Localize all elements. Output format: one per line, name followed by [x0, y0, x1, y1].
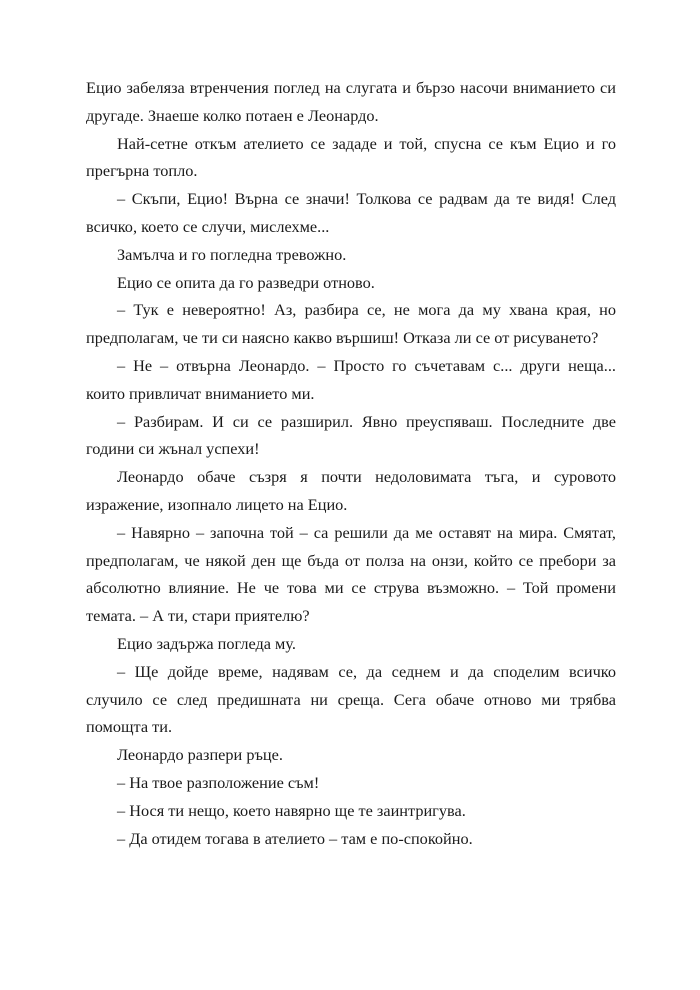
paragraph-9: Леонардо обаче съзря я почти недоловимата тъга, и суровото изражение, изопнало лицето на Ецио. [86, 467, 616, 514]
paragraph-12: – Ще дойде време, надявам се, да седнем и да споделим всичко случило се след предишната ни среща. Сега обаче отново ми трябва помощта ти. [86, 661, 616, 737]
paragraph-14: – На твое разположение съм! [117, 772, 320, 792]
paragraph-2: Най-сетне откъм ателието се зададе и той, спусна се към Ецио и го прегърна топло. [86, 133, 616, 181]
paragraph-10: – Навярно – започна той – са решили да ме оставят на мира. Смятат, предполагам, че някой ден ще бъда от полза на онзи, който се пребори за абсолютно влияние. Не че това ми се струва възможно. – Той промени темата. – А ти, стари приятелю? [86, 522, 616, 626]
body-text [86, 74, 616, 852]
paragraph-13: Леонардо разпери ръце. [117, 745, 283, 765]
paragraph-8: – Разбирам. И си се разширил. Явно преуспяваш. Последните две години си жънал успехи! [86, 411, 616, 459]
paragraph-7: – Не – отвърна Леонардо. – Просто го съчетавам с... други неща... които привличат вниманието ми. [86, 355, 616, 403]
paragraph-4: Замълча и го погледна тревожно. [117, 244, 347, 264]
paragraph-16: – Да отидем тогава в ателието – там е по-спокойно. [117, 828, 473, 848]
paragraph-15: – Нося ти нещо, което навярно ще те заинтригува. [117, 800, 466, 820]
paragraph-1: Ецио забеляза втренчения поглед на слугата и бързо насочи вниманието си другаде. Знаеше колко потаен е Леонардо. [86, 78, 616, 125]
paragraph-5: Ецио се опита да го разведри отново. [117, 272, 375, 292]
paragraph-6: – Тук е невероятно! Аз, разбира се, не мога да му хвана края, но предполагам, че ти си наясно какво вършиш! Отказа ли се от рисуването? [86, 300, 616, 348]
paragraph-11: Ецио задържа погледа му. [117, 633, 296, 653]
paragraph-3: – Скъпи, Ецио! Върна се значи! Толкова се радвам да те видя! След всичко, което се случи, мислехме... [86, 189, 616, 236]
